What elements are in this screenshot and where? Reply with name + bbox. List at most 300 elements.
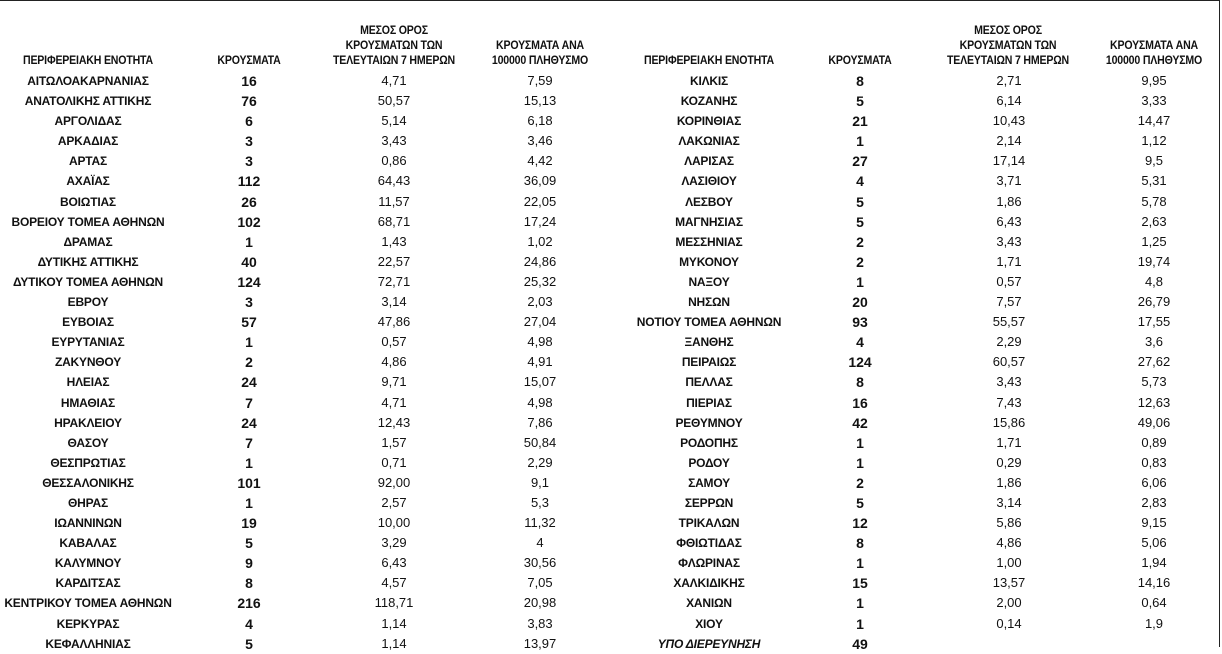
region-name-cell: ΡΕΘΥΜΝΟΥ [675, 415, 743, 430]
table-row [620, 131, 1218, 151]
average-cell: 0,71 [381, 454, 407, 470]
region-name-cell: ΔΥΤΙΚΟΥ ΤΟΜΕΑ ΑΘΗΝΩΝ [13, 274, 163, 289]
average-cell: 3,43 [381, 133, 407, 149]
cases-cell: 20 [852, 294, 868, 311]
cases-cell: 7 [245, 434, 253, 451]
table-row [620, 292, 1218, 312]
header-7day-average: ΜΕΣΟΣ ΟΡΟΣ ΚΡΟΥΣΜΑΤΩΝ ΤΩΝ ΤΕΛΕΥΤΑΙΩΝ 7 ΗΜΕΡΩΝ [946, 25, 1070, 67]
cases-cell: 4 [245, 615, 253, 632]
cases-cell: 16 [852, 394, 868, 411]
average-cell: 6,43 [381, 555, 407, 571]
average-cell: 5,86 [996, 515, 1022, 531]
region-name-cell: ΗΜΑΘΙΑΣ [60, 395, 116, 410]
table-row [620, 573, 1218, 593]
average-cell: 7,57 [996, 294, 1022, 310]
table-row [620, 312, 1218, 332]
cases-cell: 216 [237, 595, 261, 612]
per-100k-cell: 7,59 [527, 73, 553, 88]
cases-cell: 2 [245, 354, 253, 371]
region-name-cell: ΤΡΙΚΑΛΩΝ [678, 516, 740, 531]
per-100k-cell: 9,1 [530, 474, 550, 490]
per-100k-cell: 2,63 [1141, 213, 1167, 229]
right-table-panel [620, 1, 1218, 654]
average-cell: 12,43 [377, 414, 411, 430]
table-row [620, 212, 1218, 232]
table-row [620, 413, 1218, 433]
average-cell: 50,57 [377, 93, 411, 109]
per-100k-cell: 1,02 [527, 233, 553, 249]
region-name-cell: ΕΥΒΟΙΑΣ [62, 315, 114, 330]
table-row [620, 473, 1218, 493]
table-row [0, 292, 620, 312]
region-name-cell: ΧΙΟΥ [695, 616, 723, 631]
region-name-cell: ΠΕΛΛΑΣ [685, 375, 733, 390]
table-row [620, 372, 1218, 392]
cases-cell: 1 [245, 454, 253, 471]
table-row [0, 493, 620, 513]
header-region: ΠΕΡΙΦΕΡΕΙΑΚΗ ΕΝΟΤΗΤΑ [22, 55, 154, 67]
region-name-cell: ΡΟΔΟΠΗΣ [680, 435, 738, 450]
table-row [620, 593, 1218, 613]
region-name-cell: ΘΕΣΠΡΩΤΙΑΣ [50, 455, 126, 470]
cases-cell: 5 [856, 93, 864, 110]
region-name-cell: ΝΟΤΙΟΥ ΤΟΜΕΑ ΑΘΗΝΩΝ [636, 315, 782, 330]
average-cell: 0,29 [996, 454, 1022, 470]
average-cell: 22,57 [377, 253, 411, 269]
table-row [0, 111, 620, 131]
region-name-cell: ΒΟΡΕΙΟΥ ΤΟΜΕΑ ΑΘΗΝΩΝ [11, 214, 165, 229]
cases-cell: 1 [245, 494, 253, 511]
table-row [620, 453, 1218, 473]
region-name-cell: ΑΝΑΤΟΛΙΚΗΣ ΑΤΤΙΚΗΣ [24, 94, 152, 109]
per-100k-cell: 0,64 [1141, 595, 1167, 611]
average-cell: 0,57 [996, 273, 1022, 289]
region-name-cell: ΘΑΣΟΥ [67, 435, 109, 450]
cases-cell: 8 [245, 575, 253, 592]
cases-cell: 93 [852, 314, 868, 331]
table-row [620, 634, 1218, 654]
cases-cell: 9 [245, 555, 253, 572]
cases-cell: 12 [852, 515, 868, 532]
cases-cell: 5 [856, 193, 864, 210]
cases-cell: 2 [856, 253, 864, 270]
region-name-cell: ΗΡΑΚΛΕΙΟΥ [54, 415, 122, 430]
region-name-cell: ΛΑΣΙΘΙΟΥ [681, 174, 737, 189]
per-100k-cell: 17,55 [1137, 314, 1171, 330]
table-row [620, 71, 1218, 91]
average-cell: 0,14 [996, 615, 1022, 631]
region-name-cell: ΚΕΡΚΥΡΑΣ [56, 616, 120, 631]
table-row [620, 151, 1218, 171]
average-cell: 1,00 [996, 555, 1022, 571]
table-row [620, 272, 1218, 292]
average-cell: 7,43 [996, 394, 1022, 410]
average-cell: 55,57 [992, 314, 1026, 330]
right-table-body [620, 71, 1218, 654]
per-100k-cell: 5,73 [1141, 374, 1167, 390]
average-cell: 1,43 [381, 233, 407, 249]
per-100k-cell: 4,91 [527, 354, 553, 370]
per-100k-cell: 3,46 [527, 133, 553, 149]
average-cell: 3,43 [996, 374, 1022, 390]
average-cell: 2,57 [381, 494, 407, 510]
average-cell [938, 634, 1080, 654]
per-100k-cell: 22,05 [523, 193, 557, 209]
per-100k-cell: 4 [536, 535, 544, 551]
per-100k-cell: 0,89 [1141, 434, 1167, 450]
average-cell: 1,71 [996, 253, 1022, 269]
region-name-cell: ΚΙΛΚΙΣ [689, 74, 728, 88]
per-100k-cell: 4,98 [527, 394, 553, 410]
table-row [0, 393, 620, 413]
average-cell: 4,71 [381, 73, 407, 88]
cases-cell: 21 [852, 113, 868, 130]
average-cell: 64,43 [377, 173, 411, 189]
average-cell: 9,71 [381, 374, 407, 390]
per-100k-cell: 4,98 [527, 334, 553, 350]
region-name-cell: ΣΕΡΡΩΝ [684, 495, 734, 510]
average-cell: 2,29 [996, 334, 1022, 350]
header-cases: ΚΡΟΥΣΜΑΤΑ [828, 55, 892, 67]
region-name-cell: ΝΗΣΩΝ [688, 295, 730, 310]
region-name-cell: ΧΑΝΙΩΝ [686, 596, 732, 611]
cases-cell: 1 [856, 273, 864, 290]
cases-cell: 6 [245, 113, 253, 130]
table-row [620, 352, 1218, 372]
table-row [0, 473, 620, 493]
per-100k-cell: 4,42 [527, 153, 553, 169]
header-cases: ΚΡΟΥΣΜΑΤΑ [217, 55, 281, 67]
region-name-cell: ΝΑΞΟΥ [688, 274, 730, 289]
average-cell: 0,86 [381, 153, 407, 169]
per-100k-cell: 1,9 [1144, 615, 1164, 631]
table-row [0, 272, 620, 292]
cases-cell: 4 [856, 173, 864, 190]
per-100k-cell: 12,63 [1137, 394, 1171, 410]
average-cell: 2,14 [996, 133, 1022, 149]
average-cell: 72,71 [377, 273, 411, 289]
table-row [0, 433, 620, 453]
table-row [0, 372, 620, 392]
table-row [0, 252, 620, 272]
region-name-cell: ΑΡΚΑΔΙΑΣ [57, 134, 119, 149]
average-cell: 1,57 [381, 434, 407, 450]
per-100k-cell: 1,25 [1141, 233, 1167, 249]
average-cell: 10,00 [377, 515, 411, 531]
average-cell: 5,14 [381, 113, 407, 129]
table-row [0, 91, 620, 111]
average-cell: 3,14 [381, 294, 407, 310]
average-cell: 2,00 [996, 595, 1022, 611]
cases-cell: 76 [241, 93, 257, 110]
region-name-cell: ΚΑΡΔΙΤΣΑΣ [55, 576, 121, 591]
cases-cell: 8 [856, 73, 864, 89]
cases-cell: 27 [852, 153, 868, 170]
average-cell: 60,57 [992, 354, 1026, 370]
region-name-cell: ΜΕΣΣΗΝΙΑΣ [675, 234, 743, 249]
header-region: ΠΕΡΙΦΕΡΕΙΑΚΗ ΕΝΟΤΗΤΑ [643, 55, 775, 67]
per-100k-cell: 15,13 [523, 93, 557, 109]
table-row [0, 533, 620, 553]
region-name-cell: ΚΑΒΑΛΑΣ [59, 536, 117, 551]
region-name-cell: ΕΥΡΥΤΑΝΙΑΣ [51, 335, 125, 350]
per-100k-cell: 2,83 [1141, 494, 1167, 510]
per-100k-cell: 26,79 [1137, 294, 1171, 310]
average-cell: 1,14 [381, 615, 407, 631]
region-name-cell: ΚΕΦΑΛΛΗΝΙΑΣ [45, 636, 131, 651]
cases-cell: 7 [245, 394, 253, 411]
table-row [0, 131, 620, 151]
table-row [620, 513, 1218, 533]
per-100k-cell: 9,95 [1141, 73, 1167, 88]
per-100k-cell: 20,98 [523, 595, 557, 611]
header-7day-average: ΜΕΣΟΣ ΟΡΟΣ ΚΡΟΥΣΜΑΤΩΝ ΤΩΝ ΤΕΛΕΥΤΑΙΩΝ 7 ΗΜΕΡΩΝ [332, 25, 456, 67]
cases-cell: 19 [241, 515, 257, 532]
average-cell: 1,71 [996, 434, 1022, 450]
average-cell: 92,00 [377, 474, 411, 490]
table-row [620, 252, 1218, 272]
cases-cell: 112 [237, 173, 261, 190]
per-100k-cell: 30,56 [523, 555, 557, 571]
region-name-cell: ΜΥΚΟΝΟΥ [679, 254, 739, 269]
region-name-cell: ΚΟΖΑΝΗΣ [680, 94, 738, 109]
per-100k-cell: 7,86 [527, 414, 553, 430]
table-row [620, 493, 1218, 513]
cases-cell: 24 [241, 414, 257, 431]
cases-cell: 1 [856, 615, 864, 632]
cases-cell: 1 [856, 454, 864, 471]
table-row [0, 413, 620, 433]
region-name-cell: ΛΕΣΒΟΥ [685, 194, 733, 209]
table-row [620, 393, 1218, 413]
average-cell: 1,86 [996, 474, 1022, 490]
per-100k-cell: 6,18 [527, 113, 553, 129]
per-100k-cell: 2,29 [527, 454, 553, 470]
region-name-cell: ΠΙΕΡΙΑΣ [686, 395, 732, 410]
average-cell: 47,86 [377, 314, 411, 330]
region-name-cell: ΚΟΡΙΝΘΙΑΣ [676, 114, 742, 129]
average-cell: 11,57 [378, 193, 410, 209]
average-cell: 3,43 [996, 233, 1022, 249]
region-name-cell: ΦΛΩΡΙΝΑΣ [678, 556, 740, 571]
cases-cell: 101 [237, 474, 261, 491]
cases-cell: 8 [856, 535, 864, 552]
average-cell: 17,14 [992, 153, 1026, 169]
cases-cell: 102 [237, 213, 261, 230]
cases-cell: 3 [245, 294, 253, 311]
cases-cell: 4 [856, 334, 864, 351]
per-100k-cell: 0,83 [1141, 454, 1167, 470]
cases-cell: 5 [245, 535, 253, 552]
cases-cell: 42 [852, 414, 868, 431]
region-name-cell: ΛΑΡΙΣΑΣ [684, 154, 734, 169]
region-name-cell: ΣΑΜΟΥ [688, 475, 730, 490]
table-header [620, 1, 1218, 71]
per-100k-cell: 27,04 [523, 314, 557, 330]
left-table-panel [0, 1, 620, 654]
region-name-cell: ΡΟΔΟΥ [688, 455, 730, 470]
region-name-cell: ΑΧΑΪΑΣ [66, 174, 110, 189]
cases-cell: 1 [245, 334, 253, 351]
region-name-cell: ΜΑΓΝΗΣΙΑΣ [675, 214, 743, 229]
region-name-cell: ΑΙΤΩΛΟΑΚΑΡΝΑΝΙΑΣ [27, 74, 149, 88]
cases-cell: 15 [852, 575, 868, 592]
per-100k-cell: 50,84 [523, 434, 557, 450]
per-100k-cell [1090, 634, 1218, 654]
region-name-cell: ΘΗΡΑΣ [68, 495, 108, 510]
table-row [620, 614, 1218, 634]
per-100k-cell: 9,15 [1141, 515, 1167, 531]
table-row [620, 91, 1218, 111]
region-name-cell: ΚΑΛΥΜΝΟΥ [54, 556, 122, 571]
header-cases-per-100k: ΚΡΟΥΣΜΑΤΑ ΑΝΑ 100000 ΠΛΗΘΥΣΜΟ [491, 40, 589, 67]
region-name-cell: ΑΡΓΟΛΙΔΑΣ [54, 114, 122, 129]
region-name-cell: ΘΕΣΣΑΛΟΝΙΚΗΣ [42, 475, 134, 490]
average-cell: 2,71 [996, 73, 1022, 88]
cases-cell: 1 [856, 434, 864, 451]
cases-cell: 124 [237, 273, 261, 290]
cases-cell: 40 [241, 253, 257, 270]
per-100k-cell: 15,07 [523, 374, 557, 390]
cases-cell: 124 [848, 354, 872, 371]
average-cell: 3,14 [996, 494, 1022, 510]
table-row [620, 332, 1218, 352]
average-cell: 68,71 [377, 213, 411, 229]
average-cell: 4,86 [381, 354, 407, 370]
average-cell: 15,86 [992, 414, 1026, 430]
per-100k-cell: 5,78 [1141, 193, 1167, 209]
cases-cell: 57 [241, 314, 257, 331]
average-cell: 4,57 [381, 575, 407, 591]
table-row [0, 212, 620, 232]
cases-cell: 5 [856, 494, 864, 511]
region-name-cell: ΕΒΡΟΥ [67, 295, 109, 310]
region-name-cell: ΖΑΚΥΝΘΟΥ [54, 355, 122, 370]
per-100k-cell: 19,74 [1137, 253, 1171, 269]
region-name-cell: ΦΘΙΩΤΙΔΑΣ [676, 536, 742, 551]
per-100k-cell: 1,12 [1141, 133, 1167, 149]
cases-cell: 16 [241, 73, 257, 89]
per-100k-cell: 5,3 [530, 494, 550, 510]
table-row [0, 332, 620, 352]
average-cell: 4,86 [996, 535, 1022, 551]
cases-cell: 1 [856, 555, 864, 572]
table-row [0, 513, 620, 533]
region-name-cell: ΔΡΑΜΑΣ [63, 234, 113, 249]
header-cases-per-100k: ΚΡΟΥΣΜΑΤΑ ΑΝΑ 100000 ΠΛΗΘΥΣΜΟ [1105, 40, 1203, 67]
per-100k-cell: 27,62 [1137, 354, 1171, 370]
cases-cell: 1 [856, 133, 864, 150]
per-100k-cell: 36,09 [523, 173, 557, 189]
per-100k-cell: 7,05 [527, 575, 553, 591]
region-name-cell: ΚΕΝΤΡΙΚΟΥ ΤΟΜΕΑ ΑΘΗΝΩΝ [4, 596, 172, 611]
table-row [0, 573, 620, 593]
table-row [620, 232, 1218, 252]
per-100k-cell: 11,32 [524, 515, 556, 531]
per-100k-cell: 3,83 [527, 615, 553, 631]
average-cell: 3,71 [996, 173, 1022, 189]
average-cell: 0,57 [381, 334, 407, 350]
table-row [0, 352, 620, 372]
cases-cell: 1 [245, 233, 253, 250]
table-row [620, 111, 1218, 131]
per-100k-cell: 24,86 [523, 253, 557, 269]
per-100k-cell: 5,06 [1141, 535, 1167, 551]
table-row [0, 232, 620, 252]
cases-cell: 1 [856, 595, 864, 612]
table-row [0, 192, 620, 212]
per-100k-cell: 49,06 [1137, 414, 1171, 430]
cases-cell: 26 [241, 193, 257, 210]
region-name-cell: ΛΑΚΩΝΙΑΣ [678, 134, 740, 149]
average-cell: 1,14 [381, 635, 407, 651]
per-100k-cell: 5,31 [1141, 173, 1167, 189]
average-cell: 6,14 [996, 93, 1022, 109]
region-name-cell: ΞΑΝΘΗΣ [684, 335, 734, 350]
per-100k-cell: 14,16 [1137, 575, 1171, 591]
per-100k-cell: 9,5 [1144, 153, 1164, 169]
table-row [0, 171, 620, 191]
region-name-cell: ΙΩΑΝΝΙΝΩΝ [54, 516, 122, 531]
per-100k-cell: 17,24 [523, 213, 557, 229]
left-table-body [0, 71, 620, 654]
average-cell: 13,57 [992, 575, 1026, 591]
per-100k-cell: 3,33 [1141, 93, 1167, 109]
average-cell: 3,29 [381, 535, 407, 551]
region-name-cell: ΗΛΕΙΑΣ [66, 375, 110, 390]
average-cell: 4,71 [381, 394, 407, 410]
table-row [0, 614, 620, 634]
table-row [620, 192, 1218, 212]
per-100k-cell: 13,97 [523, 635, 557, 651]
per-100k-cell: 6,06 [1141, 474, 1167, 490]
cases-cell: 49 [852, 635, 868, 652]
region-name-cell: ΑΡΤΑΣ [69, 154, 107, 169]
average-cell: 10,43 [992, 113, 1026, 129]
table-row [620, 433, 1218, 453]
average-cell: 6,43 [996, 213, 1022, 229]
cases-cell: 8 [856, 374, 864, 391]
table-row [620, 553, 1218, 573]
table-row [0, 553, 620, 573]
cases-cell: 5 [856, 213, 864, 230]
per-100k-cell: 2,03 [527, 294, 553, 310]
table-row [0, 634, 620, 654]
cases-cell: 2 [856, 233, 864, 250]
cases-cell: 2 [856, 474, 864, 491]
table-row [0, 151, 620, 171]
per-100k-cell: 14,47 [1137, 113, 1171, 129]
table-row [0, 453, 620, 473]
table-row [0, 593, 620, 613]
table-row [0, 71, 620, 91]
cases-cell: 5 [245, 635, 253, 652]
table-row [620, 533, 1218, 553]
cases-cell: 24 [241, 374, 257, 391]
per-100k-cell: 3,6 [1144, 334, 1164, 350]
cases-cell: 3 [245, 133, 253, 150]
table-row [0, 312, 620, 332]
region-name-cell: ΔΥΤΙΚΗΣ ΑΤΤΙΚΗΣ [37, 254, 139, 269]
table-row [620, 171, 1218, 191]
region-name-cell: ΥΠΟ ΔΙΕΡΕΥΝΗΣΗ [657, 636, 761, 651]
average-cell: 1,86 [996, 193, 1022, 209]
region-name-cell: ΧΑΛΚΙΔΙΚΗΣ [673, 576, 745, 591]
region-name-cell: ΒΟΙΩΤΙΑΣ [60, 194, 116, 209]
per-100k-cell: 1,94 [1141, 555, 1167, 571]
cases-cell: 3 [245, 153, 253, 170]
region-name-cell: ΠΕΙΡΑΙΩΣ [681, 355, 737, 370]
